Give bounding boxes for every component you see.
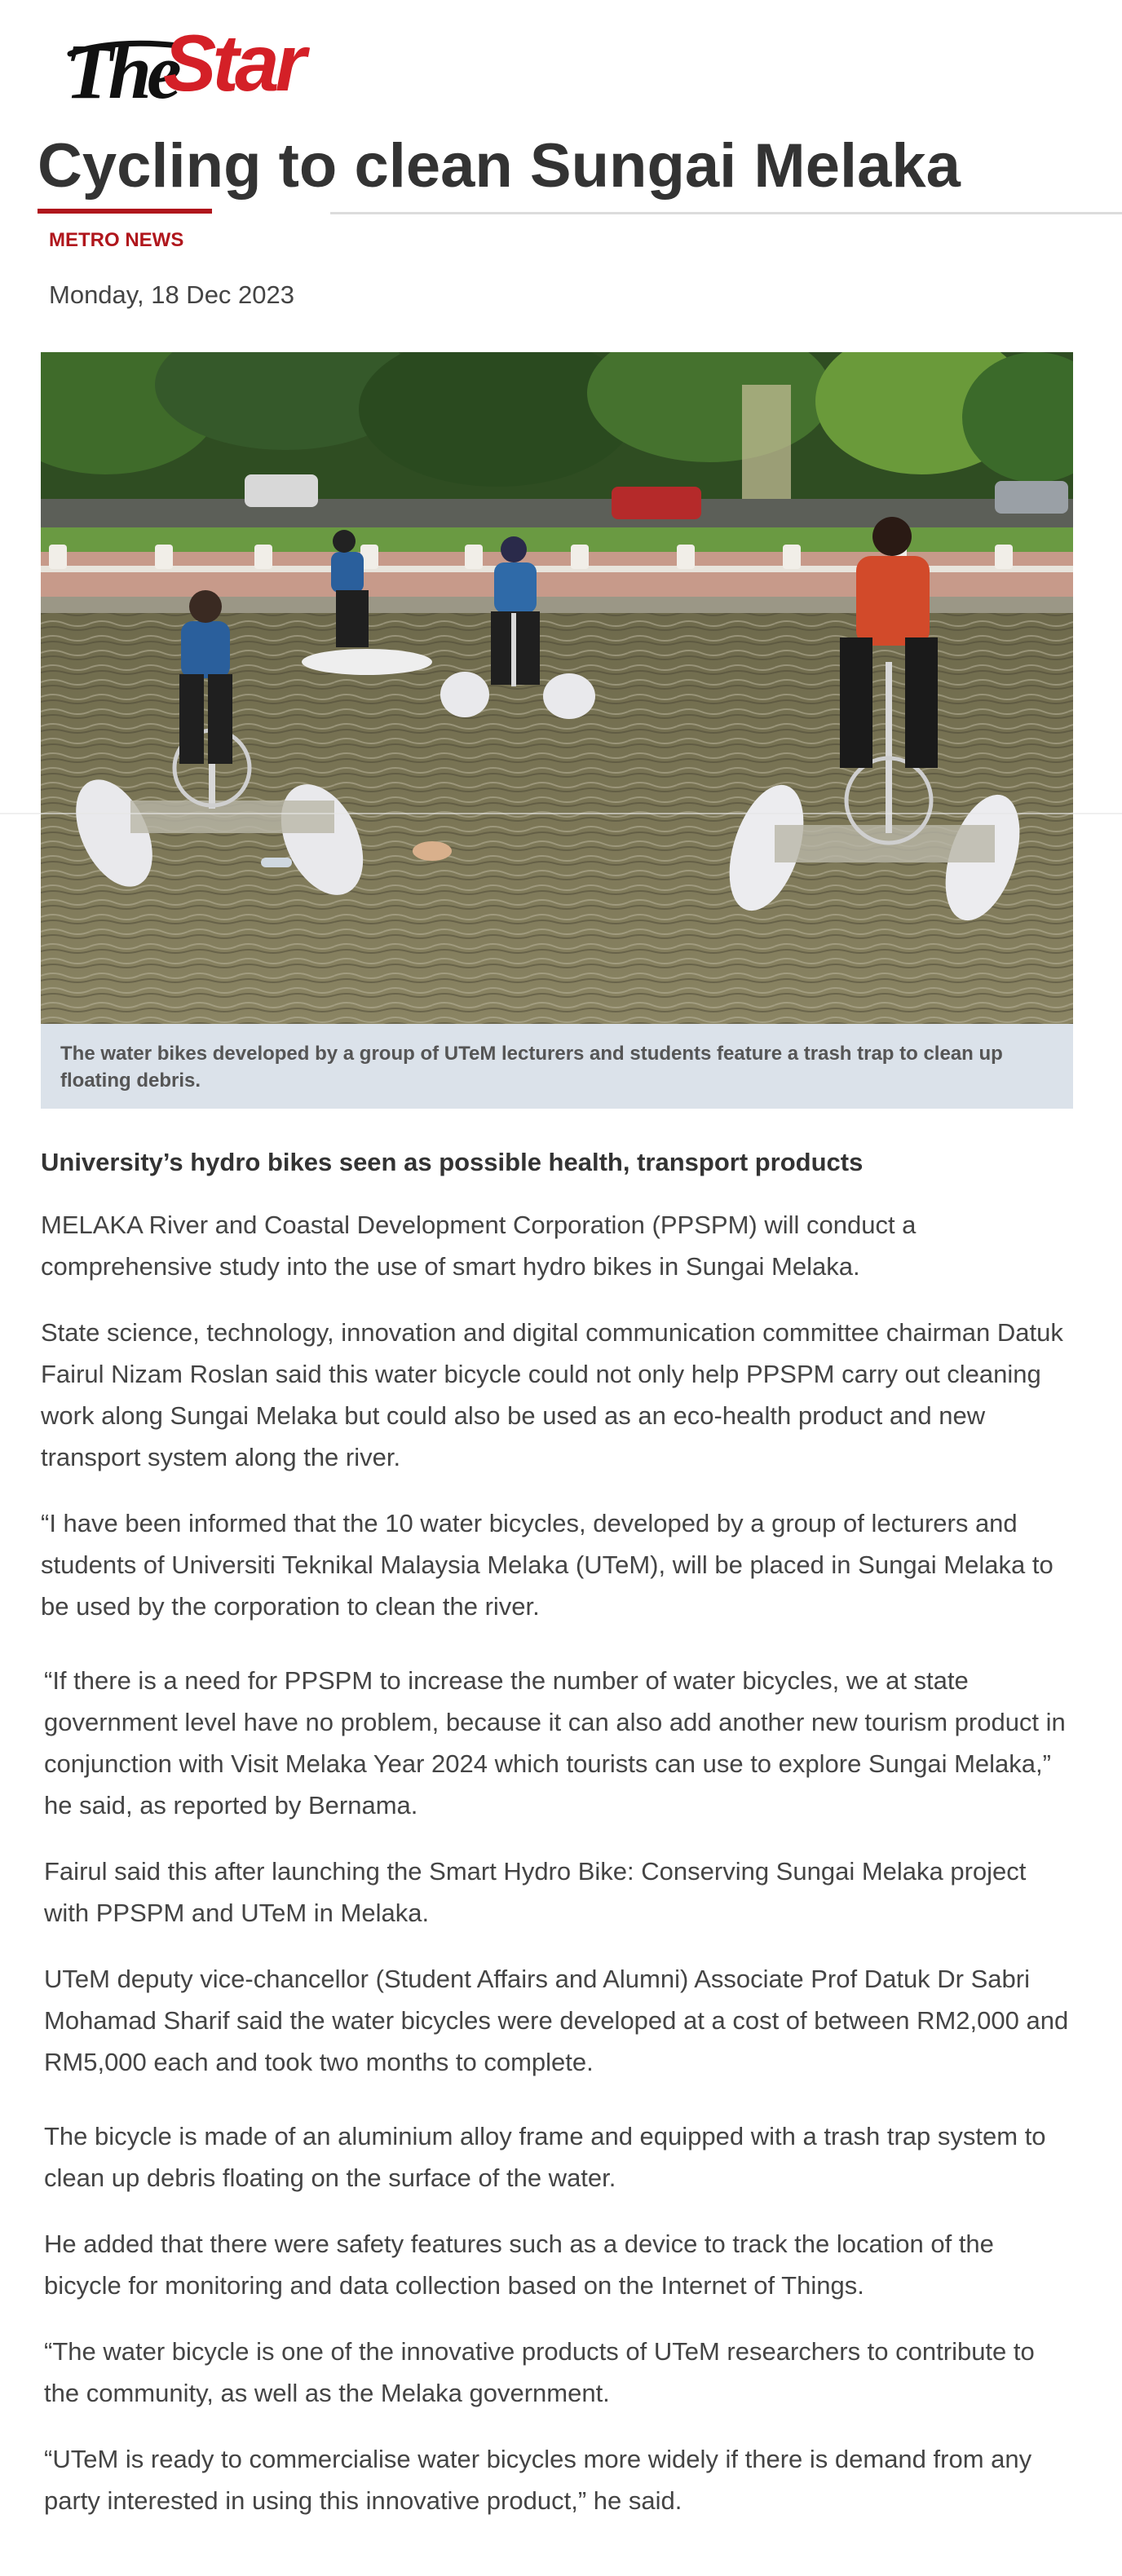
- article-paragraph: UTeM deputy vice-chancellor (Student Affairs and Alumni) Associate Prof Datuk Dr Sabri Mohamad Sharif said the water bicycles were developed at a cost of between RM2,000 and RM5,000 each and took two months to complete.: [44, 1965, 1069, 2076]
- article-body: [41, 1141, 1076, 2521]
- article-paragraph: “If there is a need for PPSPM to increase the number of water bicycles, we at state government level have no problem, because it can also add another new tourism product in conjunction with Visit Melaka Year 2024 which tourists can use to explore Sungai Melaka,” he said, as reported by Bernama.: [44, 1666, 1066, 1820]
- image-caption: The water bikes developed by a group of UTeM lecturers and students feature a trash trap to clean up floating debris.: [41, 1024, 1073, 1109]
- category-label[interactable]: METRO NEWS: [49, 229, 184, 251]
- publish-date: Monday, 18 Dec 2023: [49, 280, 295, 309]
- article-paragraph: “The water bicycle is one of the innovative products of UTeM researchers to contribute to the community, as well as the Melaka government.: [44, 2337, 1035, 2407]
- article-photo: [41, 352, 1073, 1024]
- logo-the-text: The: [65, 28, 177, 115]
- logo-star-text: Star: [163, 18, 303, 108]
- the-star-logo[interactable]: [64, 18, 316, 115]
- faint-page-divider: [0, 813, 1122, 814]
- article-paragraph: Fairul said this after launching the Smart Hydro Bike: Conserving Sungai Melaka project with PPSPM and UTeM in Melaka.: [44, 1857, 1027, 1927]
- article-paragraph: “I have been informed that the 10 water bicycles, developed by a group of lecturers and students of Universiti Teknikal Malaysia Melaka (UTeM), will be placed in Sungai Melaka to be used by the corporation to clean the river.: [41, 1509, 1054, 1621]
- article-paragraph: “UTeM is ready to commercialise water bicycles more widely if there is demand from any party interested in using this innovative product,” he said.: [44, 2445, 1032, 2515]
- article-paragraph: MELAKA River and Coastal Development Corporation (PPSPM) will conduct a comprehensive study into the use of smart hydro bikes in Sungai Melaka.: [41, 1211, 917, 1281]
- article-paragraph: The bicycle is made of an aluminium alloy frame and equipped with a trash trap system to clean up debris floating on the surface of the water.: [44, 2122, 1046, 2192]
- title-divider: [330, 212, 1122, 214]
- article-paragraph: State science, technology, innovation and digital communication committee chairman Datuk Fairul Nizam Roslan said this water bicycle could not only help PPSPM carry out cleaning work along Sungai Melaka but could also be used as an eco-health product and new transport system along the river.: [41, 1318, 1063, 1471]
- article-paragraph: He added that there were safety features such as a device to track the location of the bicycle for monitoring and data collection based on the Internet of Things.: [44, 2230, 994, 2300]
- article-title: Cycling to clean Sungai Melaka: [38, 131, 961, 201]
- title-accent-divider: [38, 209, 212, 214]
- article-subheadline: University’s hydro bikes seen as possible health, transport products: [41, 1148, 864, 1176]
